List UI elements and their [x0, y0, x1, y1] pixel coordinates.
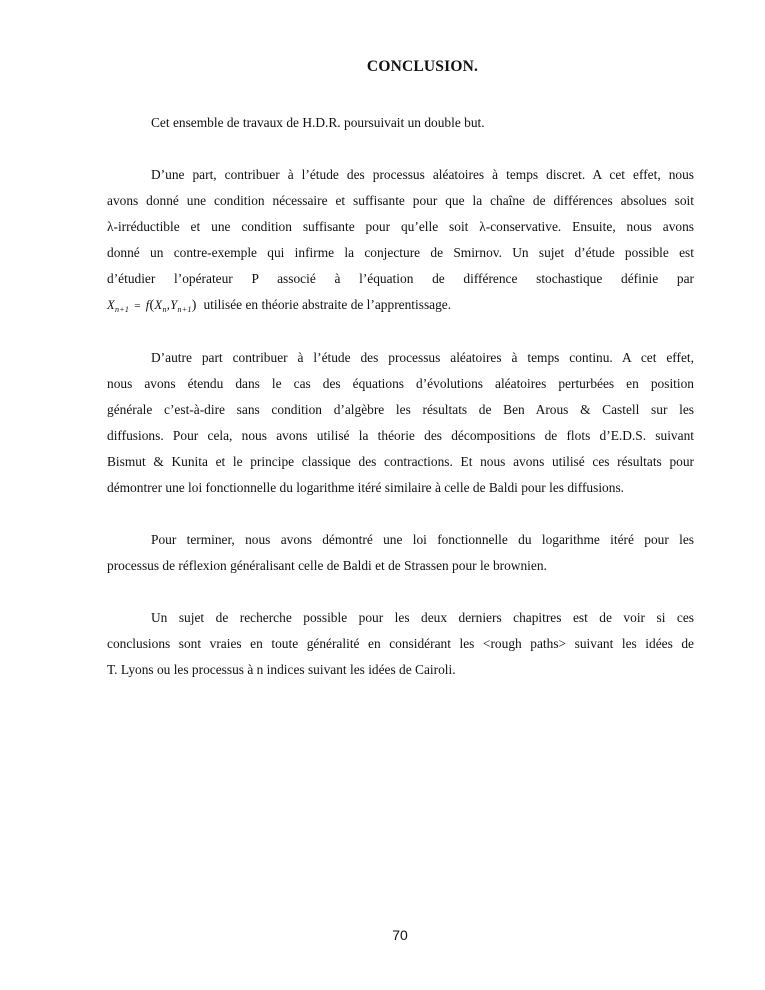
paragraph-line: D’autre part contribuer à l’étude des processus aléatoires à temps continu. A cet effet,: [151, 350, 694, 365]
paragraph-line: diffusions. Pour cela, nous avons utilisé la théorie des décompositions de flots d’E.D.S. suivant: [107, 428, 694, 443]
formula-lhs-sub: n+1: [114, 305, 130, 314]
paragraph-line: d’étudier l’opérateur P associé à l’équation de différence stochastique définie par: [107, 271, 694, 286]
paragraph-research-outlook: [107, 605, 694, 683]
paragraph-line-tail: utilisée en théorie abstraite de l’apprentissage.: [203, 297, 452, 312]
paragraph-continuous-time: [107, 345, 694, 501]
document-body: [107, 110, 694, 709]
formula-open-paren: (: [149, 298, 155, 313]
formula-comma: ,: [166, 298, 171, 312]
paragraph-line: T. Lyons ou les processus à n indices suivant les idées de Cairoli.: [107, 662, 456, 677]
formula-arg1-sub: n: [162, 305, 167, 314]
paragraph-line: Un sujet de recherche possible pour les deux derniers chapitres est de voir si ces: [151, 610, 694, 625]
paragraph-line-with-formula: [107, 292, 694, 319]
formula-lhs: X: [107, 298, 115, 312]
paragraph-discrete-time: [107, 162, 694, 319]
paragraph-line: générale c’est-à-dire sans condition d’algèbre les résultats de Ben Arous & Castell sur les: [107, 402, 694, 417]
paragraph-line: nous avons étendu dans le cas des équations d’évolutions aléatoires perturbées en position: [107, 376, 694, 391]
formula-equals: =: [134, 300, 141, 312]
formula-arg1: X: [154, 298, 163, 312]
intro-paragraph: [107, 110, 694, 136]
page-title: CONCLUSION.: [366, 58, 479, 75]
intro-line: Cet ensemble de travaux de H.D.R. poursuivait un double but.: [151, 115, 485, 130]
paragraph-line: Pour terminer, nous avons démontré une loi fonctionnelle du logarithme itéré pour les: [151, 532, 694, 547]
formula-arg2: Y: [170, 298, 178, 312]
paragraph-line: démontrer une loi fonctionnelle du logarithme itéré similaire à celle de Baldi pour les diffusions.: [107, 480, 625, 495]
stochastic-difference-equation: [107, 298, 197, 312]
paragraph-line: Bismut & Kunita et le principe classique des contractions. Et nous avons utilisé ces résultats pour: [107, 454, 694, 469]
paragraph-line: conclusions sont vraies en toute généralité en considérant les <rough paths> suivant les idées de: [107, 636, 694, 651]
paragraph-line: λ-irréductible et une condition suffisante pour qu’elle soit λ-conservative. Ensuite, nous avons: [107, 219, 694, 234]
formula-function: f: [145, 298, 150, 312]
paragraph-line: donné un contre-exemple qui infirme la conjecture de Smirnov. Un sujet d’étude possible est: [107, 245, 694, 260]
formula-close-paren: ): [191, 298, 197, 313]
paragraph-line: D’une part, contribuer à l’étude des processus aléatoires à temps discret. A cet effet, nous: [151, 167, 694, 182]
paragraph-line: processus de réflexion généralisant celle de Baldi et de Strassen pour le brownien.: [107, 558, 547, 573]
paragraph-reflection: [107, 527, 694, 579]
formula-arg2-sub: n+1: [177, 305, 192, 314]
paragraph-line: avons donné une condition nécessaire et suffisante pour que la chaîne de différences absolues soit: [107, 193, 694, 208]
page-number: 70: [392, 927, 408, 943]
